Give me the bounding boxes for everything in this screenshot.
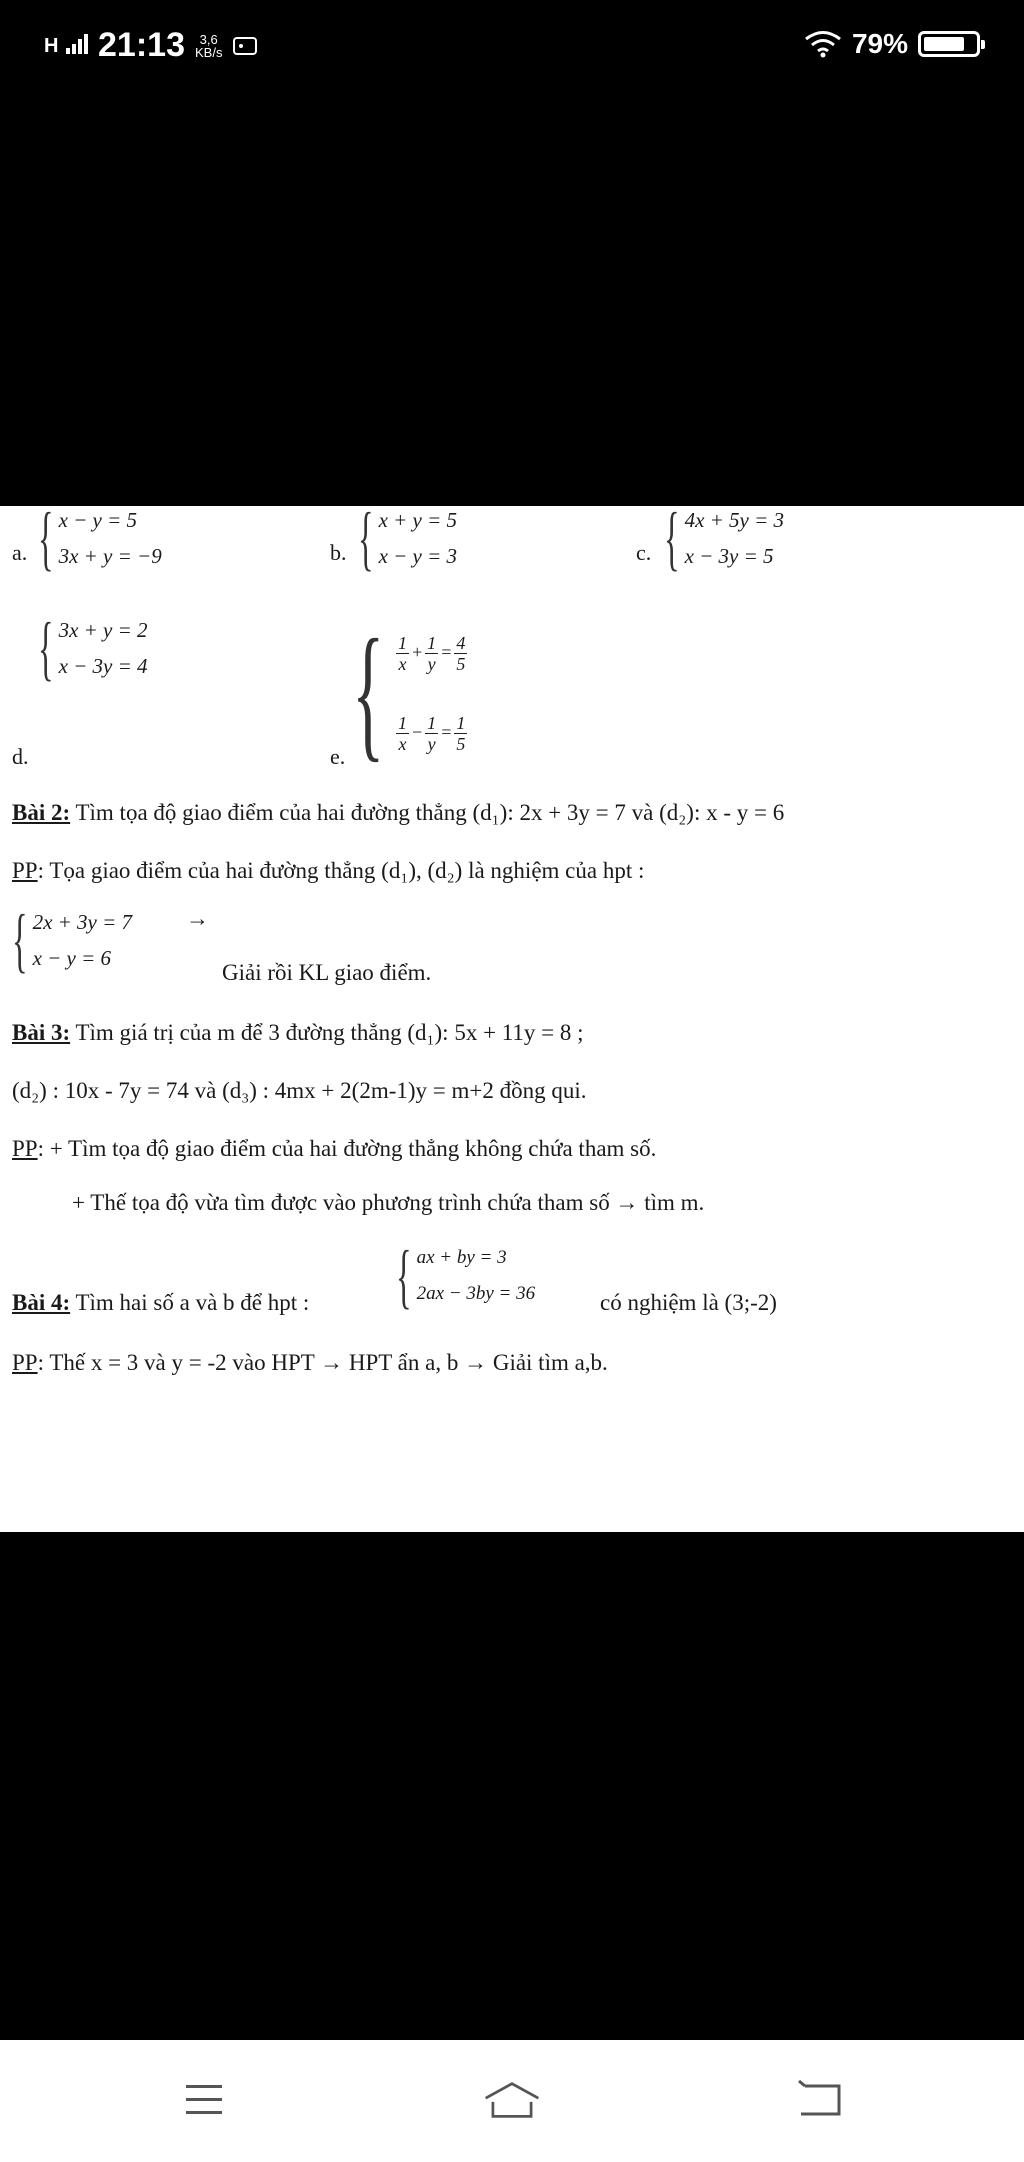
clock: 21:13 (98, 26, 185, 64)
brace: { (38, 608, 54, 688)
system-d (38, 608, 148, 688)
equation: x − 3y = 5 (684, 544, 774, 568)
denominator: 5 (456, 654, 466, 675)
numerator: 1 (398, 633, 407, 654)
brace: { (12, 900, 28, 980)
equations (59, 614, 148, 682)
system-a (38, 498, 162, 578)
equation: x − y = 6 (32, 946, 112, 970)
equation: x + y = 5 (378, 508, 458, 532)
brace: { (358, 498, 374, 578)
operator: = (440, 722, 453, 742)
battery-level (924, 37, 964, 51)
equations (394, 622, 469, 762)
operator: = (440, 642, 453, 662)
equation: 2ax − 3by = 36 (416, 1283, 536, 1304)
denominator: 5 (456, 734, 466, 755)
brace: { (664, 498, 680, 578)
equation: 4x + 5y = 3 (684, 508, 785, 532)
pp-label: PP (12, 858, 38, 883)
home-icon[interactable] (482, 2070, 542, 2130)
equations (33, 906, 132, 974)
equation (394, 702, 469, 762)
wifi-icon (804, 30, 842, 58)
brace: { (352, 609, 385, 775)
bai2-line (12, 800, 784, 826)
label-b: b. (330, 540, 347, 565)
bai4-title: Bài 4: (12, 1290, 71, 1315)
equation: x − y = 5 (58, 508, 138, 532)
bai4-pp (12, 1350, 608, 1376)
equation (394, 622, 469, 682)
equation: 3x + y = −9 (58, 544, 162, 568)
numerator: 1 (427, 633, 437, 654)
bai2-pp (12, 858, 644, 884)
bai4-line (12, 1290, 309, 1316)
bai2-title: Bài 2: (12, 800, 71, 825)
label-c: c. (636, 540, 652, 565)
gallery-notification-icon (232, 35, 258, 57)
equations (379, 504, 457, 572)
fraction (396, 633, 409, 674)
fraction (454, 713, 467, 754)
label-a: a. (12, 540, 28, 565)
bai3-pp1 (12, 1136, 656, 1162)
numerator: 1 (398, 713, 407, 734)
numerator: 1 (456, 713, 466, 734)
equations (685, 504, 784, 572)
system-b (358, 498, 458, 578)
bai2-text: Tìm tọa độ giao điểm của hai đường thẳng (d₁): 2x + 3y = 7 và (d₂): x - y = 6 (70, 800, 785, 825)
label-d: d. (12, 744, 29, 769)
navigation-bar (0, 2040, 1024, 2162)
denominator: y (427, 734, 436, 755)
numerator: 4 (456, 633, 466, 654)
denominator: x (398, 654, 407, 675)
brace: { (38, 498, 54, 578)
denominator: y (427, 654, 436, 675)
operator: − (411, 722, 424, 742)
document-image (0, 498, 1024, 1532)
battery-percent: 79% (851, 28, 908, 59)
denominator: x (398, 734, 407, 755)
pp-text: : + Tìm tọa độ giao điểm của hai đường thẳng không chứa tham số. (37, 1136, 657, 1161)
arrow-icon: → (186, 906, 209, 931)
equations (59, 504, 162, 572)
pp-label: PP (12, 1136, 38, 1161)
menu-icon[interactable] (174, 2070, 234, 2130)
back-icon[interactable] (790, 2070, 850, 2130)
brace: { (396, 1236, 412, 1316)
pp-text: : Tọa giao điểm của hai đường thẳng (d₁), (d₂) là nghiệm của hpt : (37, 858, 645, 883)
bai3-line1 (12, 1020, 584, 1046)
network-type: H (44, 34, 60, 57)
bai3-title: Bài 3: (12, 1020, 71, 1045)
system-e (352, 609, 469, 775)
bai4-tail: có nghiệm là (3;-2) (600, 1290, 777, 1315)
bai2-note: Giải rồi KL giao điểm. (222, 960, 432, 985)
bai3-line2: (d₂) : 10x - 7y = 74 và (d₃) : 4mx + 2(2m-1)y = m+2 đồng qui. (12, 1078, 587, 1103)
fraction (425, 633, 438, 674)
speed-unit: KB/s (194, 44, 223, 60)
numerator: 1 (427, 713, 437, 734)
bai2-system (12, 900, 133, 980)
battery-icon (918, 31, 980, 57)
equation: x − 3y = 4 (58, 654, 148, 678)
network-speed (195, 33, 222, 59)
equation: 2x + 3y = 7 (32, 910, 133, 934)
equations (417, 1242, 536, 1310)
fraction (454, 633, 467, 674)
pp-label: PP (12, 1350, 38, 1375)
speed-value: 3,6 (199, 31, 218, 47)
equation: ax + by = 3 (416, 1247, 507, 1268)
status-right (804, 28, 980, 60)
status-bar (0, 0, 1024, 96)
system-c (664, 498, 785, 578)
bai4-text: Tìm hai số a và b để hpt : (70, 1290, 310, 1315)
operator: + (411, 642, 424, 662)
equation: x − y = 3 (378, 544, 458, 568)
bai4-system (396, 1236, 536, 1316)
signal-icon (44, 34, 88, 58)
fraction (396, 713, 409, 754)
pp-text: : Thế x = 3 và y = -2 vào HPT → HPT ẩn a, b → Giải tìm a,b. (37, 1350, 608, 1375)
status-left (44, 26, 258, 65)
equation: 3x + y = 2 (58, 618, 148, 642)
fraction (425, 713, 438, 754)
bai3-pp2: + Thế tọa độ vừa tìm được vào phương trình chứa tham số → tìm m. (72, 1190, 705, 1215)
label-e: e. (330, 744, 346, 769)
bai3-text: Tìm giá trị của m để 3 đường thẳng (d₁): 5x + 11y = 8 ; (70, 1020, 584, 1045)
